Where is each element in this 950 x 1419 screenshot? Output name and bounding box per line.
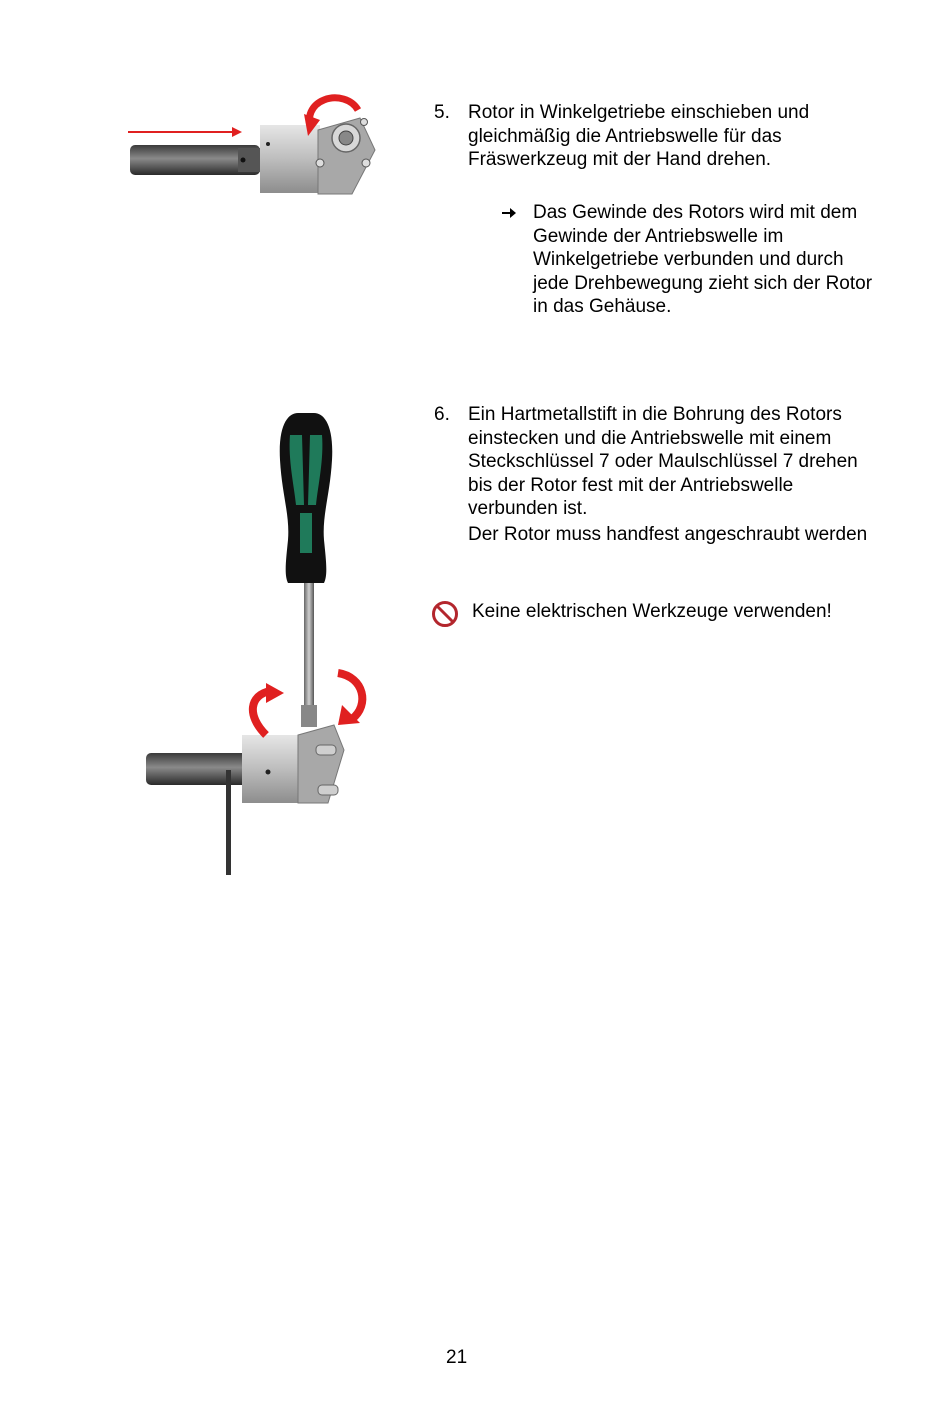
rotor-tightening-illustration xyxy=(138,405,378,880)
step-5-result: Das Gewinde des Rotors wird mit dem Gewinde der Antriebswelle im Winkelgetriebe verbunden und durch jede Drehbewegung zieht sich der Rotor in das Gehäuse. xyxy=(533,202,873,317)
prohibition-icon xyxy=(431,600,459,628)
warning-text: Keine elektrischen Werkzeuge verwenden! xyxy=(472,601,832,622)
step-6-text: Ein Hartmetallstift in die Bohrung des Rotors einstecken und die Antriebswelle mit einem Steckschlüssel 7 oder Maulschlüssel 7 drehen bis der Rotor fest mit der Antriebswelle verbunden ist. xyxy=(468,404,858,519)
page-number: 21 xyxy=(446,1347,468,1368)
step-5-number: 5. xyxy=(434,102,450,123)
figure-rotor-insertion xyxy=(120,90,390,205)
step-5-text: Rotor in Winkelgetriebe einschieben und gleichmäßig die Antriebswelle für das Fräswerkzeug mit der Hand drehen. xyxy=(468,102,810,170)
step-6-number: 6. xyxy=(434,404,450,425)
arrow-right-icon xyxy=(500,204,518,222)
step-6-note: Der Rotor muss handfest angeschraubt werden xyxy=(468,524,868,545)
figure-rotor-tightening xyxy=(138,405,378,880)
rotor-insertion-illustration xyxy=(120,90,390,205)
